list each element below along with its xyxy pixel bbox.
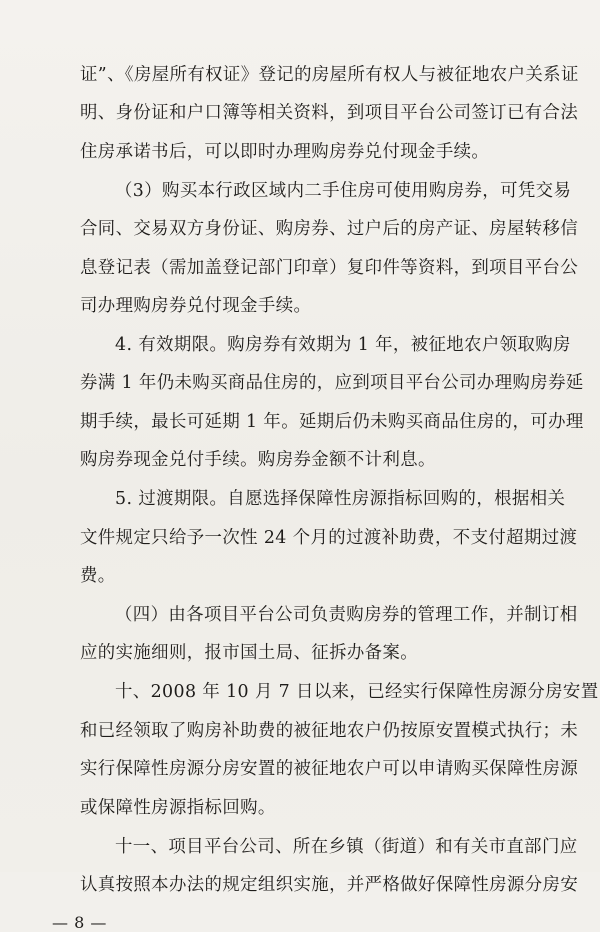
text-line: 合同、交易双方身份证、购房券、过户后的房产证、房屋转移信 xyxy=(80,219,579,239)
text-line: 住房承诺书后，可以即时办理购房券兑付现金手续。 xyxy=(80,142,490,162)
text-line: 文件规定只给予一次性 24 个月的过渡补助费，不支付超期过渡 xyxy=(80,528,578,548)
text-line: 5. 过渡期限。自愿选择保障性房源指标回购的，根据相关 xyxy=(115,489,566,509)
text-line: 实行保障性房源分房安置的被征地农户可以申请购买保障性房源 xyxy=(80,759,579,779)
text-line: 和已经领取了购房补助费的被征地农户仍按原安置模式执行；未 xyxy=(80,721,579,741)
text-line: 司办理购房券兑付现金手续。 xyxy=(80,296,312,316)
text-line: 明、身份证和户口簿等相关资料，到项目平台公司签订已有合法 xyxy=(80,103,579,123)
text-line: 费。 xyxy=(80,566,116,586)
text-line: （3）购买本行政区域内二手住房可使用购房券，可凭交易 xyxy=(115,181,572,201)
text-line: 或保障性房源指标回购。 xyxy=(80,798,276,818)
text-line: 十、2008 年 10 月 7 日以来，已经实行保障性房源分房安置 xyxy=(115,682,599,702)
text-line: 购房券现金兑付手续。购房券金额不计利息。 xyxy=(80,450,436,470)
text-line: 期手续，最长可延期 1 年。延期后仍未购买商品住房的，可办理 xyxy=(80,412,584,432)
text-line: 应的实施细则，报市国土局、征拆办备案。 xyxy=(80,643,419,663)
text-line: 券满 1 年仍未购买商品住房的，应到项目平台公司办理购房券延 xyxy=(80,373,584,393)
text-line: 息登记表（需加盖登记部门印章）复印件等资料，到项目平台公 xyxy=(80,258,579,278)
text-line: （四）由各项目平台公司负责购房券的管理工作，并制订相 xyxy=(115,605,578,625)
text-line: 证”、《房屋所有权证》登记的房屋所有权人与被征地农户关系证 xyxy=(80,65,579,85)
text-line: 十一、项目平台公司、所在乡镇（街道）和有关市直部门应 xyxy=(115,837,578,857)
page-number: — 8 — xyxy=(52,913,107,932)
text-line: 4. 有效期限。购房券有效期为 1 年，被征地农户领取购房 xyxy=(115,335,571,355)
text-line: 认真按照本办法的规定组织实施，并严格做好保障性房源分房安 xyxy=(80,875,579,895)
